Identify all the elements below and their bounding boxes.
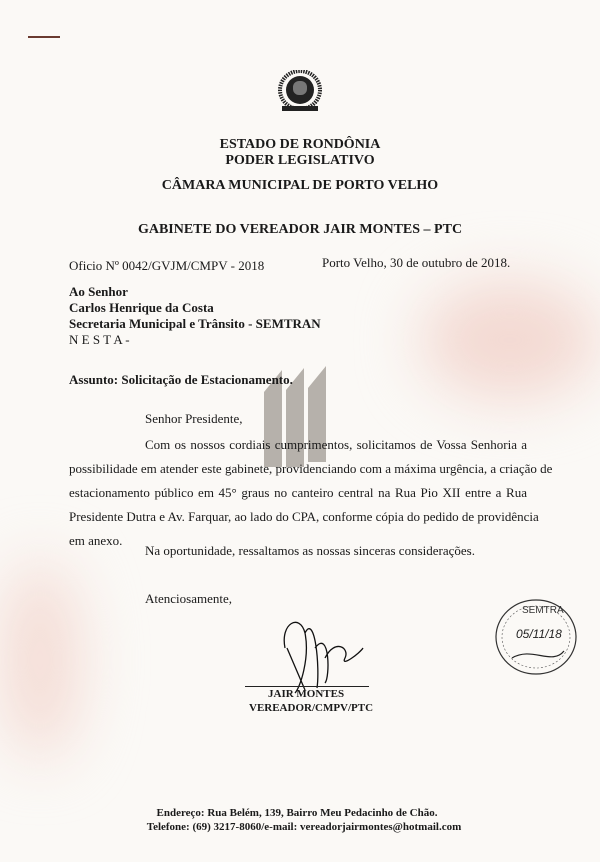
letter-closing: Atenciosamente, <box>145 591 232 606</box>
signature-line <box>245 686 369 687</box>
footer-address: Endereço: Rua Belém, 139, Bairro Meu Pedacinho de Chão. <box>156 807 438 819</box>
body-line: Presidente Dutra e Av. Farquar, ao lado do CPA, conforme cópia do pedido de providência <box>69 509 539 524</box>
body-line: estacionamento público em 45° graus no canteiro central na Rua Pio XII entre a Rua <box>69 485 527 500</box>
signer-name: JAIR MONTES <box>268 688 345 700</box>
body-line: em anexo. <box>69 533 123 548</box>
scan-mark <box>28 36 60 38</box>
letter-reference: Oficio Nº 0042/GVJM/CMPV - 2018 <box>69 258 265 273</box>
letter-subject: Assunto: Solicitação de Estacionamento. <box>69 372 293 387</box>
header-state: ESTADO DE RONDÔNIA <box>219 137 381 152</box>
signer-title: VEREADOR/CMPV/PTC <box>249 702 374 714</box>
header-power: PODER LEGISLATIVO <box>225 153 375 168</box>
chamber-seal-logo <box>276 70 324 114</box>
closing-remark: Na oportunidade, ressaltamos as nossas sinceras considerações. <box>145 543 475 558</box>
header-office: GABINETE DO VEREADOR JAIR MONTES – PTC <box>137 222 463 237</box>
recipient-name: Carlos Henrique da Costa <box>69 300 214 315</box>
body-line: Com os nossos cordiais cumprimentos, solicitamos de Vossa Senhoria a <box>145 437 527 452</box>
footer-contact: Telefone: (69) 3217-8060/e-mail: vereadorjairmontes@hotmail.com <box>146 821 462 833</box>
scan-tint <box>420 280 600 400</box>
recipient-line: Ao Senhor <box>69 284 128 299</box>
letter-place-date: Porto Velho, 30 de outubro de 2018. <box>322 255 511 270</box>
header-chamber: CÂMARA MUNICIPAL DE PORTO VELHO <box>161 178 439 193</box>
letter-salutation: Senhor Presidente, <box>145 411 243 426</box>
stamp-date: 05/11/18 <box>516 627 562 641</box>
recipient-department: Secretaria Municipal e Trânsito - SEMTRAN <box>69 316 321 331</box>
scan-tint <box>0 560 80 760</box>
recipient-location: N E S T A - <box>69 332 130 347</box>
stamp-text: SEMTRA <box>522 605 564 616</box>
received-stamp <box>492 596 580 678</box>
body-line: possibilidade em atender este gabinete, providenciando com a máxima urgência, a criação de <box>69 461 553 476</box>
